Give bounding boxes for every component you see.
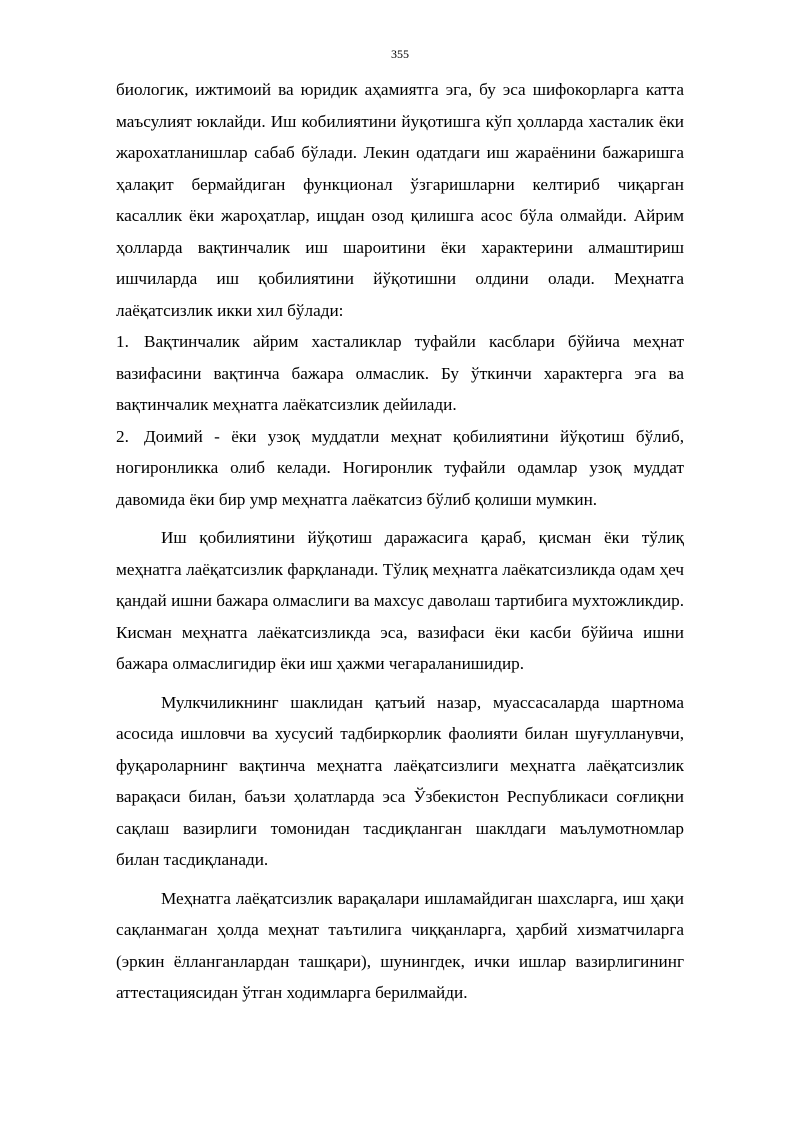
list-item-2-text: Доимий - ёки узоқ муддатли меҳнат қобилиятини йўқотиш бўлиб, ногиронликка олиб келади. Ногиронлик туфайли одамлар узоқ муддат давомида ёки бир умр меҳнатга лаёкатсиз бўлиб қолиши мумкин. <box>116 426 684 509</box>
document-body <box>116 74 684 1009</box>
page-number: 355 <box>391 47 409 61</box>
list-item-1 <box>116 326 684 421</box>
list-item-2 <box>116 421 684 516</box>
list-marker-1: 1. <box>116 332 129 351</box>
paragraph-intro: биологик, ижтимоий ва юридик аҳамиятга эга, бу эса шифокорларга катта маъсулият юклайди. Иш кобилиятини йуқотишга кўп ҳолларда хасталик ёки жарохатланишлар сабаб бўлади. Лекин одатдаги иш жараёнини бажаришга ҳалақит бермайдиган функционал ўзгаришларни келтириб чиқарган касаллик ёки жароҳатлар, ищдан озод қилишга асос бўла олмайди. Айрим ҳолларда вақтинчалик иш шароитини ёки характерини алмаштириш ишчиларда иш қобилиятини йўқотишни олдини олади. Меҳнатга лаёқатсизлик икки хил бўлади: <box>116 80 684 320</box>
list-marker-2: 2. <box>116 426 129 446</box>
paragraph-certification: Мулкчиликнинг шаклидан қатъий назар, муассасаларда шартнома асосида ишловчи ва хусусий тадбиркорлик фаолияти билан шуғулланувчи, фуқароларнинг вақтинча меҳнатга лаёқатсизлиги меҳнатга лаёқатсизлик варақаси билан, баъзи ҳолатларда эса Ўзбекистон Республикаси соғлиқни сақлаш вазирлиги томонидан тасдиқланган шаклдаги маълумотномлар билан тасдиқланади. <box>116 692 684 869</box>
list-item-1-text: Вақтинчалик айрим хасталиклар туфайли касблари бўйича меҳнат вазифасини вақтинча бажара олмаслик. Бу ўткинчи характерга эга ва вақтинчалик меҳнатга лаёкатсизлик дейилади. <box>116 332 684 414</box>
paragraph-exclusions: Меҳнатга лаёқатсизлик варақалари ишламайдиган шахсларга, иш ҳақи сақланмаган ҳолда меҳнат таътилига чиққанларга, ҳарбий хизматчиларга (эркин ёлланганлардан ташқари), шунингдек, ички ишлар вазирлигининг аттестациясидан ўтган ходимларга берилмайди. <box>116 888 684 1002</box>
paragraph-disability-degree: Иш қобилиятини йўқотиш даражасига қараб, қисман ёки тўлиқ меҳнатга лаёқатсизлик фарқланади. Тўлиқ меҳнатга лаёкатсизликда одам ҳеч қандай ишни бажара олмаслиги ва махсус даволаш тартибига мухтожликдир. Кисман меҳнатга лаёкатсизликда эса, вазифаси ёки касби бўйича ишни бажара олмаслигидир ёки иш ҳажми чегараланишидир. <box>116 528 684 673</box>
